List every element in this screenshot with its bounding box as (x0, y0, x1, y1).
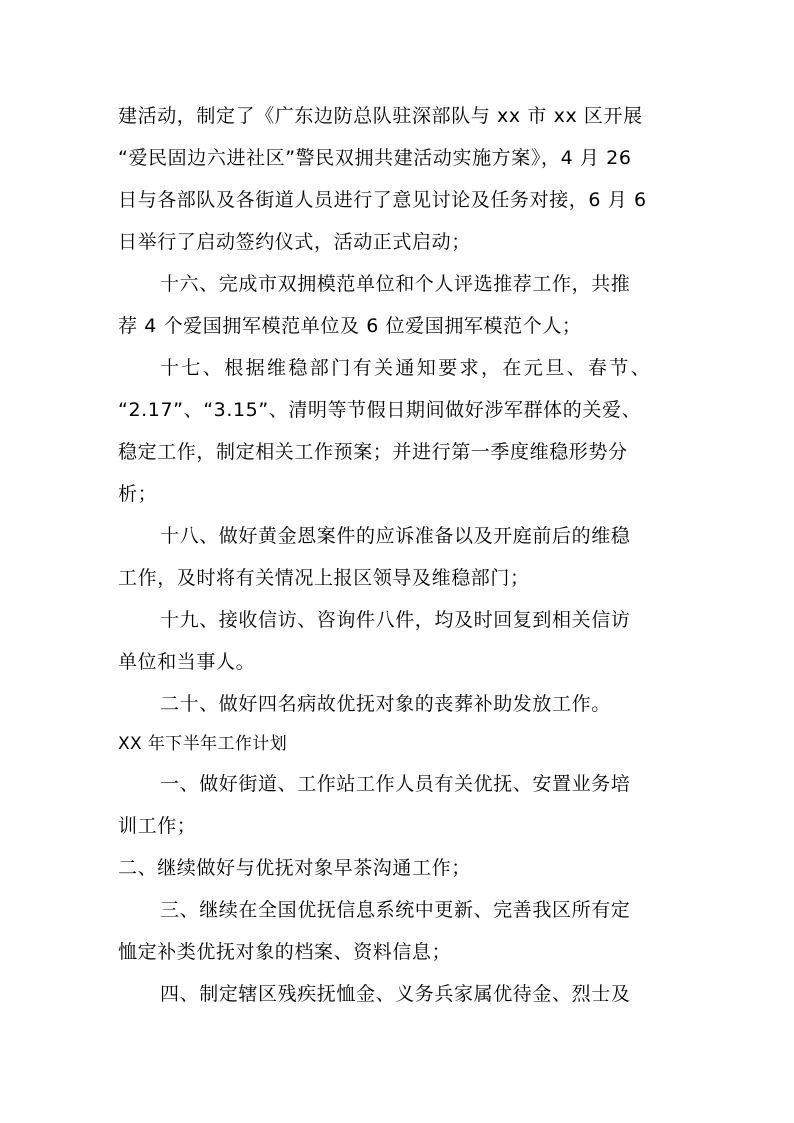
text-line: 三、继续在全国优抚信息系统中更新、完善我区所有定 (160, 899, 631, 921)
text-line: “2.17”、“3.15”、清明等节假日期间做好涉军群体的关爱、 (118, 399, 642, 421)
text-line: 恤定补类优抚对象的档案、资料信息； (118, 941, 452, 963)
text-line: 二十、做好四名病故优抚对象的丧葬补助发放工作。 (160, 693, 611, 715)
text-line: “爱民固边六进社区”警民双拥共建活动实施方案》，4 月 26 (118, 147, 632, 169)
text-line: 日与各部队及各街道人员进行了意见讨论及任务对接，6 月 6 (118, 189, 647, 211)
section-heading: XX 年下半年工作计划 (118, 734, 288, 754)
text-line: 四、制定辖区残疾抚恤金、义务兵家属优待金、烈士及 (160, 983, 631, 1005)
text-line: 十八、做好黄金恩案件的应诉准备以及开庭前后的维稳 (160, 525, 631, 547)
text-line: 训工作； (118, 815, 197, 837)
text-line: 十九、接收信访、咨询件八件，均及时回复到相关信访 (160, 609, 631, 631)
text-line: 十七、根据维稳部门有关通知要求，在元旦、春节、 (160, 357, 653, 379)
text-line: 析； (118, 483, 158, 505)
text-line: 工作，及时将有关情况上报区领导及维稳部门； (118, 567, 530, 589)
text-line: 日举行了启动签约仪式，活动正式启动； (118, 231, 471, 253)
text-line: 单位和当事人。 (118, 651, 256, 673)
text-line: 一、做好街道、工作站工作人员有关优抚、安置业务培 (160, 773, 631, 795)
text-line: 稳定工作，制定相关工作预案；并进行第一季度维稳形势分 (118, 441, 628, 463)
text-line: 二、继续做好与优抚对象早茶沟通工作； (118, 857, 471, 879)
text-line: 建活动，制定了《广东边防总队驻深部队与 xx 市 xx 区开展 (118, 105, 643, 127)
text-line: 十六、完成市双拥模范单位和个人评选推荐工作，共推 (160, 273, 631, 295)
text-line: 荐 4 个爱国拥军模范单位及 6 位爱国拥军模范个人； (118, 315, 582, 337)
